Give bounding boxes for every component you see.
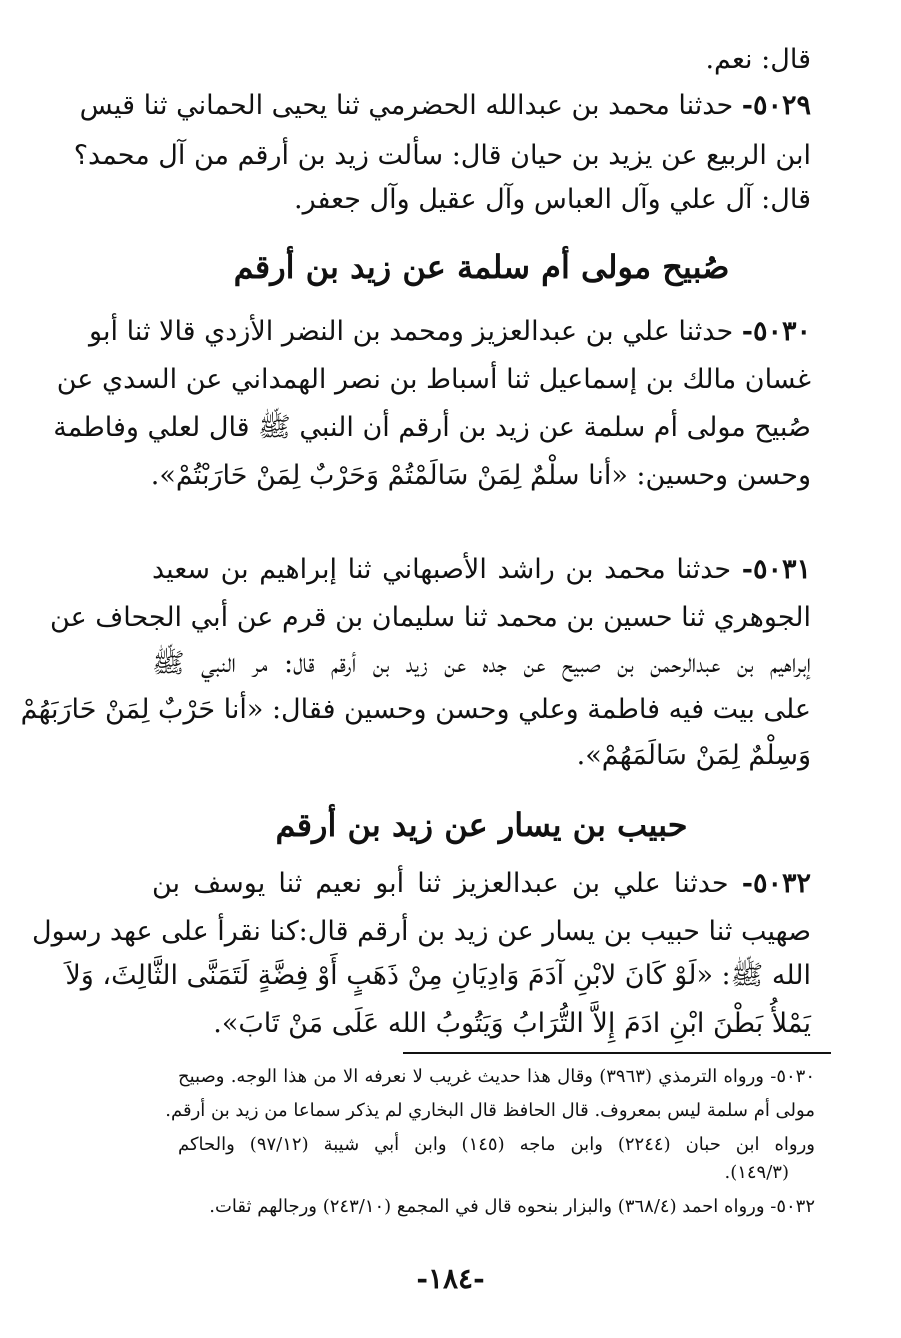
hadith-5032-line-4: يَمْلأُ بَطْنَ ابْنِ ادَمَ إِلاَّ التُّرَابُ وَيَتُوبُ الله عَلَى مَنْ تَابَ».	[213, 1008, 811, 1039]
footnote-5030-line-2: مولى أم سلمة ليس بمعروف. قال الحافظ قال البخاري لم يذكر سماعا من زيد بن أرقم.	[165, 1100, 815, 1121]
text-line: حدثنا محمد بن عبدالله الحضرمي ثنا يحيى الحماني ثنا قيس	[79, 90, 734, 121]
text-line: حدثنا علي بن عبدالعزيز ثنا أبو نعيم ثنا يوسف بن	[152, 868, 729, 899]
section-heading: صُبيح مولى أم سلمة عن زيد بن أرقم	[233, 248, 730, 286]
hadith-5032-line-1	[152, 862, 811, 906]
footnote-5030-line-4: (١٤٩/٣).	[724, 1162, 789, 1183]
hadith-5031-line-4: على بيت فيه فاطمة وعلي وحسن وحسين فقال: «أنا حَرْبٌ لِمَنْ حَارَبَهُمْ	[20, 694, 811, 725]
hadith-5030-line-4: وحسن وحسين: «أنا سلْمٌ لِمَنْ سَالَمْتُمْ وَحَرْبٌ لِمَنْ حَارَبْتُمْ».	[150, 460, 811, 491]
hadith-5032-line-2: صهيب ثنا حبيب بن يسار عن زيد بن أرقم قال:كنا نقرأ على عهد رسول	[32, 916, 811, 947]
text-line: حدثنا علي بن عبدالعزيز ومحمد بن النضر الأزدي قالا ثنا أبو	[89, 316, 734, 347]
hadith-5031-line-3: إبراهيم بن عبدالرحمن بن صبيح عن جده عن زيد بن أرقم قال: مر النبي ﷺ	[152, 648, 811, 679]
text-line: قال: نعم.	[705, 44, 811, 75]
hadith-5030-line-3: صُبيح مولى أم سلمة عن زيد بن أرقم أن النبي ﷺ قال لعلي وفاطمة	[53, 412, 811, 443]
hadith-5031-line-2: الجوهري ثنا حسين بن محمد ثنا سليمان بن قرم عن أبي الجحاف عن	[50, 602, 811, 633]
footnote-5030-line-1: ٥٠٣٠- ورواه الترمذي (٣٩٦٣) وقال هذا حديث غريب لا نعرفه الا من هذا الوجه. وصبيح	[178, 1066, 815, 1087]
hadith-5029-line-3: قال: آل علي وآل العباس وآل عقيل وآل جعفر.	[294, 184, 811, 215]
hadith-5030-line-2: غسان مالك بن إسماعيل ثنا أسباط بن نصر الهمداني عن السدي عن	[56, 364, 811, 395]
hadith-5030-line-1	[89, 310, 811, 354]
hadith-5031-line-5: وَسِلْمٌ لِمَنْ سَالَمَهُمْ».	[576, 740, 811, 771]
footnote-5032-line-1: ٥٠٣٢- ورواه احمد (٣٦٨/٤) والبزار بنحوه قال في المجمع (٢٤٣/١٠) ورجالهم ثقات.	[209, 1196, 815, 1217]
hadith-5031-line-1	[152, 548, 811, 592]
text-line: حدثنا محمد بن راشد الأصبهاني ثنا إبراهيم بن سعيد	[152, 554, 732, 585]
hadith-number: ٥٠٣٢-	[741, 868, 811, 899]
page-number: -١٨٤-	[416, 1262, 485, 1295]
hadith-5029-line-1	[79, 84, 811, 128]
hadith-number: ٥٠٢٩-	[741, 90, 811, 121]
hadith-5032-line-3: الله ﷺ: «لَوْ كَانَ لابْنِ آدَمَ وَادِيَانِ مِنْ ذَهَبٍ أَوْ فِضَّةٍ لَتَمَنَّى الثَّالِثَ، وَلاَ	[65, 960, 811, 991]
hadith-5029-line-2: ابن الربيع عن يزيد بن حيان قال: سألت زيد بن أرقم من آل محمد؟	[73, 140, 811, 171]
section-heading: حبيب بن يسار عن زيد بن أرقم	[275, 806, 688, 844]
hadith-number: ٥٠٣٠-	[741, 316, 811, 347]
hadith-number: ٥٠٣١-	[741, 554, 811, 585]
footnote-5030-line-3: ورواه ابن حبان (٢٢٤٤) وابن ماجه (١٤٥) وابن أبي شيبة (٩٧/١٢) والحاكم	[178, 1134, 816, 1155]
footnote-divider	[403, 1052, 831, 1054]
